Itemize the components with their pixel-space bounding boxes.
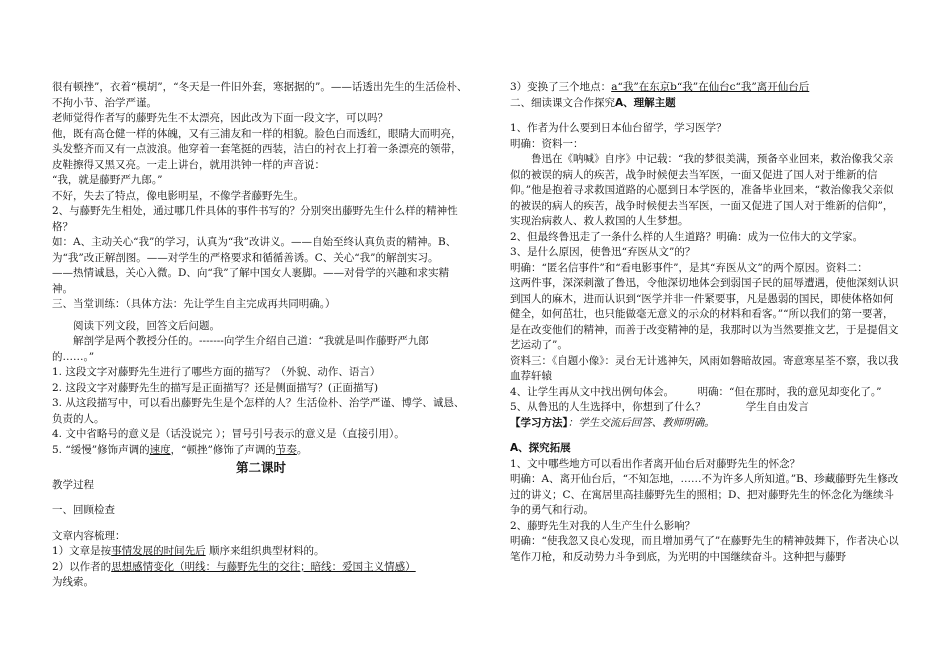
answer-paragraph: 如：A、主动关心“我”的学习，认真为“我”改讲义。——自始至终认真负责的精神。B、为“我”改正解剖图。——对学生的严格要求和循循善诱。C、关心“我”的解剖实习。 bbox=[52, 236, 457, 264]
underlined-answer: 思想感情变化（明线：与藤野先生的交往；暗线：爱国主义情感） bbox=[111, 560, 416, 573]
answer-paragraph: 明确：“使我忽又良心发现，而且增加勇气了”在藤野先生的精神鼓舞下，作者决心以笔作刀枪，和反动势力斗争到底，为光明的中国继续奋斗。这种把与藤野 bbox=[510, 535, 899, 563]
question-paragraph: 2、与藤野先生相处，通过哪几件具体的事件书写的？分别突出藤野先生什么样的精神性格？ bbox=[52, 205, 458, 233]
section-heading: A、探究拓展 bbox=[510, 442, 571, 454]
answer-paragraph: 明确：“匿名信事件”和“看电影事件”，是其“弃医从文”的两个原因。资料二： bbox=[510, 261, 868, 274]
question-paragraph bbox=[510, 385, 902, 401]
text-span: 顺序来组织典型材料的。 bbox=[209, 545, 325, 557]
text-span: ：学生交流后回答、教师明确。 bbox=[567, 416, 715, 429]
answer-label: 明确：资料一： bbox=[510, 137, 584, 150]
text-span: 4、让学生再从文中找出例句体会。 bbox=[510, 385, 675, 398]
exercise-question-4: 4. 文中省略号的意义是（话没说完 ）；冒号引号表示的意义是（直接引用）。 bbox=[52, 428, 405, 440]
text-span: 明确：“但在那时，我的意见却变化了。” bbox=[697, 385, 882, 398]
question-paragraph: 1、作者为什么要到日本仙台留学，学习医学？ bbox=[510, 122, 727, 134]
text-span: 5. “缓慢”修饰声调的 bbox=[52, 443, 150, 456]
exercise-question-1: 1. 这段文字对藤野先生进行了哪些方面的描写？（外貌、动作、语言） bbox=[52, 366, 381, 378]
question-paragraph: 1、文中哪些地方可以看出作者离开仙台后对藤野先生的怀念？ bbox=[510, 457, 801, 470]
text-span: 5、从鲁迅的人生选择中，你想到了什么？ bbox=[510, 401, 706, 413]
outline-item-3 bbox=[510, 80, 902, 96]
method-line bbox=[510, 416, 902, 432]
text-span: ，“顿挫”修饰了声调的 bbox=[170, 443, 276, 456]
text-span: 。 bbox=[296, 443, 308, 456]
bold-heading: 【学习方法】 bbox=[510, 416, 568, 429]
underlined-answer: a“我”在东京b“我”在仙台c“我”离开仙台后 bbox=[611, 81, 810, 93]
instruction-line: 阅读下列文段，回答文后问题。 bbox=[73, 319, 220, 332]
text-span: 2）以作者的 bbox=[52, 560, 112, 573]
section-heading bbox=[510, 96, 902, 112]
text-span: 1）文章是按 bbox=[52, 545, 112, 557]
quote-line: “我，就是藤野严九郎。” bbox=[52, 174, 163, 186]
answer-line: 不好，失去了特点，像电影明星，不像学者藤野先生。 bbox=[52, 189, 304, 202]
text-span: 为线索。 bbox=[52, 576, 94, 588]
text-span: 学生自由发言 bbox=[745, 401, 809, 413]
bold-heading: A、理解主题 bbox=[615, 96, 676, 109]
exercise-question-5 bbox=[52, 443, 470, 459]
underlined-answer: 速度 bbox=[149, 443, 171, 456]
question-paragraph bbox=[510, 400, 902, 416]
answer-paragraph: 明确：A、离开仙台后，“不知怎地，……不为许多人所知道。”B、珍藏藤野先生修改过的讲义；C、在寓居里高挂藤野先生的照相；D、把对藤野先生的怀念化为继续斗争的勇气和行动。 bbox=[510, 473, 899, 516]
excerpt-line: 解剖学是两个教授分任的。-------向学生介绍自己道：“我就是叫作藤野严九郎的……。” bbox=[52, 335, 429, 363]
material-paragraph: 鲁迅在《呐喊》自序》中记载：“我的梦很美满，预备卒业回来，救治像我父亲似的被误的病人的疾苦，战争时候便去当军医，一面又促进了国人对于维新的信仰。”他是抱着寻求救国道路的心愿到日本学医的，准备毕业回来，“救治像我父亲似的被误的病人的疾苦，战争时候便去当军医，一面又促进了国人对于维新的信仰”，实现治病救人、救人救国的人生梦想。 bbox=[510, 153, 894, 227]
section-heading: 三、当堂训练：（具体方法：先让学生自主完成再共同明确。） bbox=[52, 298, 336, 310]
outline-item-1 bbox=[52, 544, 470, 560]
paragraph: 很有顿挫”，衣着“模胡”，“冬天是一件旧外套，寒据据的”。——话透出先生的生活俭朴、不拘小节、治学严谨。 bbox=[52, 81, 468, 109]
left-column bbox=[52, 80, 470, 591]
underlined-answer: 节奏 bbox=[275, 443, 297, 456]
question-paragraph: 2、藤野先生对我的人生产生什么影响？ bbox=[510, 519, 696, 532]
question-paragraph: 老师觉得作者写的藤野先生不太漂亮，因此改为下面一段文字，可以吗？ bbox=[52, 112, 388, 124]
question-paragraph: 2、但最终鲁迅走了一条什么样的人生道路？明确：成为一位伟大的文学家。 bbox=[510, 230, 864, 243]
lesson-title: 第二课时 bbox=[235, 460, 286, 475]
question-paragraph: 3、是什么原因，使鲁迅“弃医从文”的？ bbox=[510, 246, 696, 258]
subheading: 一、回顾检查 bbox=[52, 504, 115, 516]
underlined-answer: 事情发展的时间先后 bbox=[111, 545, 206, 557]
outline-item-2 bbox=[52, 560, 470, 576]
paragraph: 他，既有高仓健一样的体魄，又有三浦友和一样的相貌。脸色白而透红，眼睛大而明亮，头发整齐而又有一点波浪。他穿着一套笔挺的西装，洁白的衬衣上打着一条漂亮的领带，皮鞋擦得又黑又亮。一走上讲台，就用洪钟一样的声音说： bbox=[52, 127, 462, 171]
exercise-question-2: 2. 这段文字对藤野先生的描写是正面描写？还是侧面描写？(正面描写) bbox=[52, 381, 379, 394]
material-paragraph: 这两件事，深深刺激了鲁迅，令他深切地体会到弱国子民的屈辱遭遇，使他深刻认识到国人的麻木，进而认识到“医学并非一件紧要事，凡是愚弱的国民，即使体格如何健全，如何茁壮，也只能做毫无意义的示众的材料和看客。”“所以我们的第一要著，是在改变他们的精神，而善于改变精神的是，我那时以为当然要推文艺，于是提倡文艺运动了”。 bbox=[510, 277, 899, 351]
subheading: 文章内容梳理： bbox=[52, 529, 126, 542]
material-paragraph: 资料三：《自题小像》：灵台无计逃神矢，风雨如磐暗故园。寄意寒星荃不察，我以我血荐轩辕 bbox=[510, 354, 899, 382]
text-span: 3）变换了三个地点： bbox=[510, 81, 612, 93]
text-span: 二、细读课文合作探究 bbox=[510, 96, 615, 109]
exercise-question-3: 3. 从这段描写中，可以看出藤野先生是个怎样的人？生活俭朴、治学严谨、博学、诚恳、负责的人。 bbox=[52, 397, 465, 425]
right-column bbox=[510, 80, 902, 565]
answer-paragraph: ——热情诚恳，关心入微。D、向“我”了解中国女人裹脚。——对骨学的兴趣和求实精神。 bbox=[52, 267, 450, 295]
subheading: 教学过程 bbox=[52, 478, 94, 491]
